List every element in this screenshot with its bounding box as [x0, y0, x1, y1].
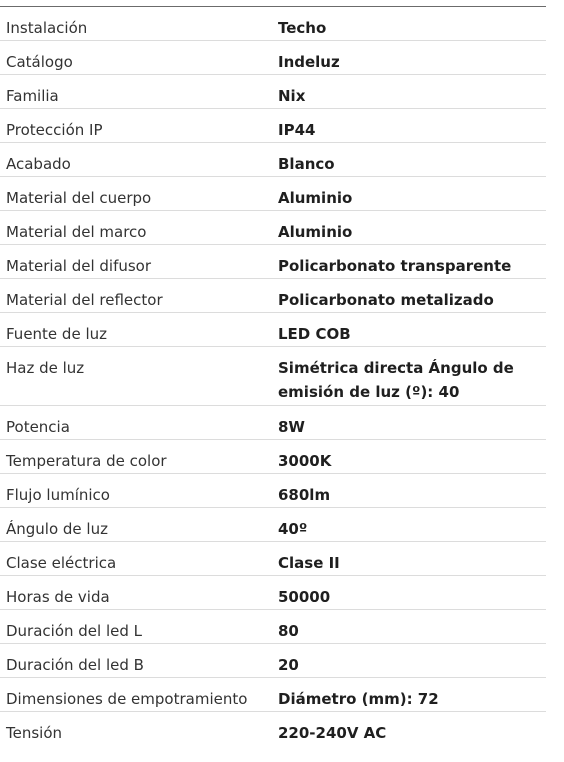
- spec-value: 50000: [278, 588, 331, 606]
- spec-label: Duración del led B: [6, 656, 144, 674]
- spec-row-potencia: [0, 406, 546, 440]
- spec-value: 80: [278, 622, 299, 640]
- spec-row-familia: [0, 75, 546, 109]
- spec-value: Techo: [278, 19, 327, 37]
- spec-row-material-reflector: [0, 279, 546, 313]
- spec-label: Acabado: [6, 155, 71, 173]
- spec-value: 220-240V AC: [278, 724, 387, 742]
- spec-row-catalogo: [0, 41, 546, 75]
- spec-label: Familia: [6, 87, 59, 105]
- spec-row-material-difusor: [0, 245, 546, 279]
- spec-row-instalacion: [0, 7, 546, 41]
- spec-row-duracion-led-b: [0, 644, 546, 678]
- spec-value: Aluminio: [278, 189, 353, 207]
- spec-label: Material del cuerpo: [6, 189, 152, 207]
- spec-value: Policarbonato metalizado: [278, 291, 494, 309]
- spec-value: Indeluz: [278, 53, 340, 71]
- spec-label: Duración del led L: [6, 622, 143, 640]
- spec-value: Aluminio: [278, 223, 353, 241]
- spec-label: Horas de vida: [6, 588, 110, 606]
- spec-table: [0, 6, 546, 746]
- spec-value: 40º: [278, 520, 308, 538]
- spec-value: Simétrica directa Ángulo de emisión de luz (º): 40: [278, 359, 514, 401]
- spec-row-duracion-led-l: [0, 610, 546, 644]
- spec-row-horas-vida: [0, 576, 546, 610]
- spec-label: Dimensiones de empotramiento: [6, 690, 248, 708]
- spec-value: 8W: [278, 418, 305, 436]
- spec-label: Material del reflector: [6, 291, 163, 309]
- spec-row-proteccion-ip: [0, 109, 546, 143]
- spec-label: Tensión: [6, 724, 63, 742]
- spec-row-angulo-luz: [0, 508, 546, 542]
- spec-label: Flujo lumínico: [6, 486, 110, 504]
- spec-label: Temperatura de color: [6, 452, 167, 470]
- spec-value: Clase II: [278, 554, 340, 572]
- spec-value: Blanco: [278, 155, 335, 173]
- spec-row-haz-luz: [0, 347, 546, 406]
- spec-label: Material del difusor: [6, 257, 152, 275]
- spec-label: Instalación: [6, 19, 88, 37]
- spec-row-fuente-luz: [0, 313, 546, 347]
- spec-label: Potencia: [6, 418, 70, 436]
- spec-row-clase-electrica: [0, 542, 546, 576]
- spec-label: Catálogo: [6, 53, 73, 71]
- spec-label: Haz de luz: [6, 359, 85, 377]
- spec-value: LED COB: [278, 325, 351, 343]
- spec-value: Diámetro (mm): 72: [278, 690, 439, 708]
- spec-value: 20: [278, 656, 299, 674]
- spec-label: Ángulo de luz: [6, 520, 108, 538]
- spec-row-dimensiones-empotramiento: [0, 678, 546, 712]
- spec-label: Clase eléctrica: [6, 554, 117, 572]
- spec-row-tension: [0, 712, 546, 746]
- spec-label: Fuente de luz: [6, 325, 107, 343]
- spec-row-material-cuerpo: [0, 177, 546, 211]
- spec-label: Material del marco: [6, 223, 147, 241]
- spec-value: IP44: [278, 121, 316, 139]
- spec-row-acabado: [0, 143, 546, 177]
- spec-value: Nix: [278, 87, 306, 105]
- spec-row-material-marco: [0, 211, 546, 245]
- spec-value: 680lm: [278, 486, 331, 504]
- spec-value: 3000K: [278, 452, 332, 470]
- spec-row-temperatura-color: [0, 440, 546, 474]
- spec-value: Policarbonato transparente: [278, 257, 512, 275]
- spec-label: Protección IP: [6, 121, 103, 139]
- spec-row-flujo-luminico: [0, 474, 546, 508]
